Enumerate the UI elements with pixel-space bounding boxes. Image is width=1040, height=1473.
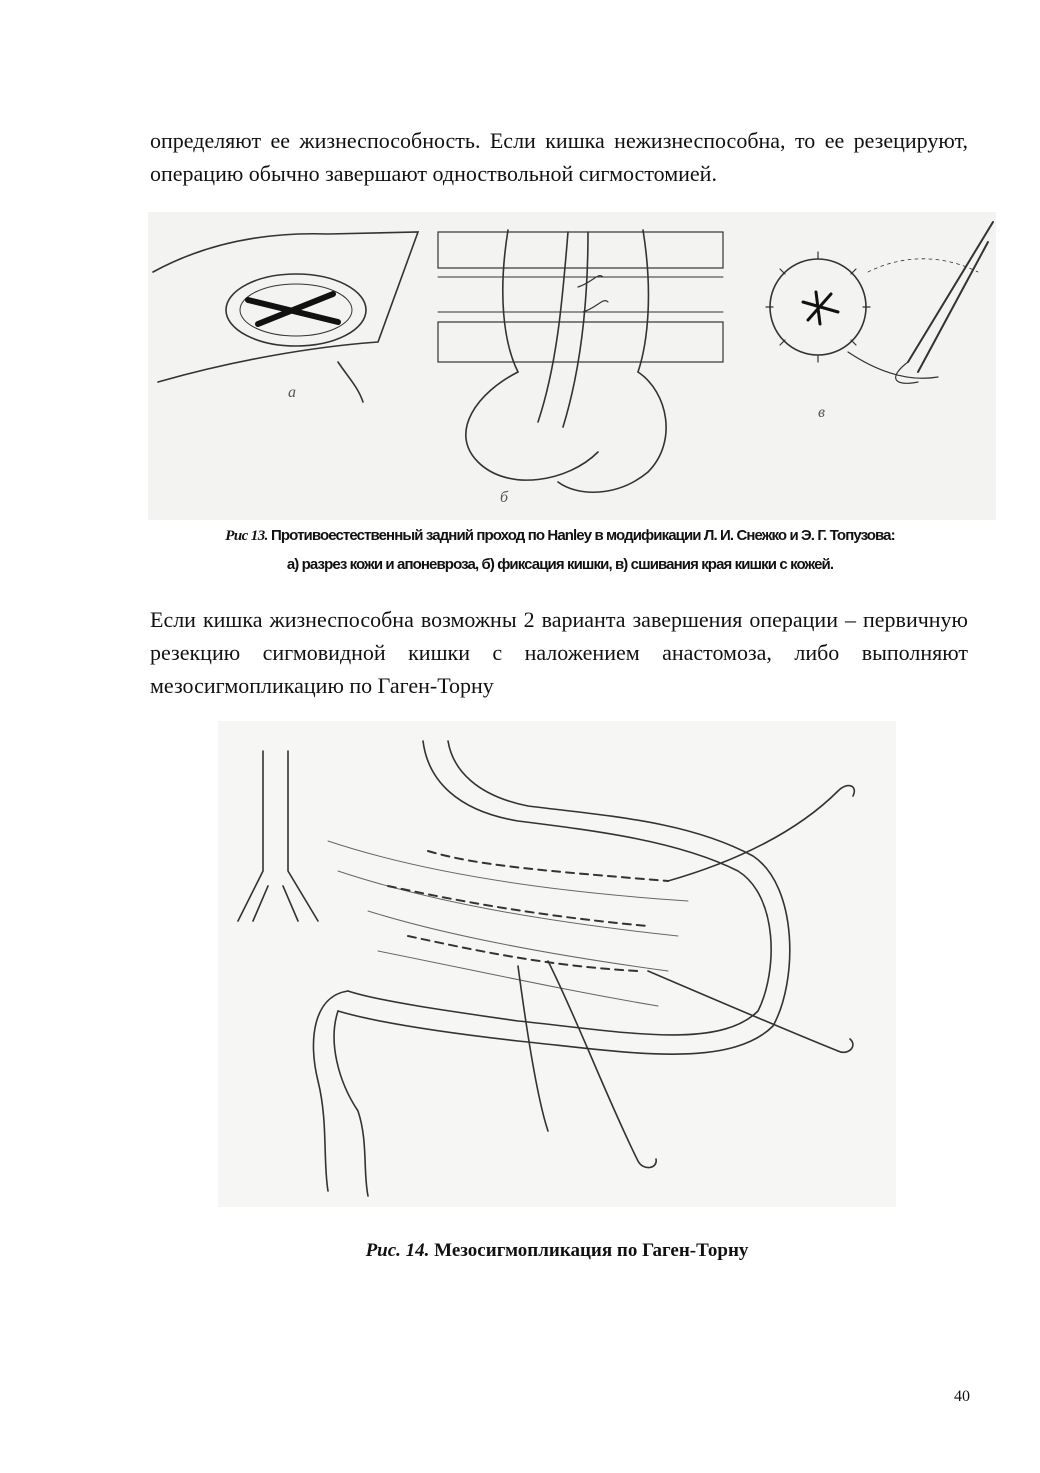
panel-label-a: а — [288, 384, 296, 401]
figure-13-illustration — [148, 212, 996, 520]
figure-13-caption-line-2: а) разрез кожи и апоневроза, б) фиксация кишки, в) сшивания края кишки с кожей. — [286, 556, 834, 573]
figure-14-illustration — [218, 721, 896, 1207]
figure-13-caption-label: Рис 13. — [225, 528, 268, 544]
figure-14-caption-label: Рис. 14. — [365, 1240, 430, 1261]
paragraph-2: Если кишка жизнеспособна возможны 2 варианта завершения операции – первичную резекцию сигмовидной кишки с наложением анастомоза, либо выполняют мезосигмопликацию по Гаген-Торну — [150, 607, 968, 698]
figure-13-drawing — [148, 212, 996, 520]
panel-label-c: в — [818, 404, 825, 421]
figure-14-caption-text: Мезосигмопликация по Гаген-Торну — [434, 1240, 749, 1261]
page-number: 40 — [954, 1388, 970, 1405]
figure-14-caption — [218, 1240, 896, 1262]
figure-13-caption-text: Противоестественный задний проход по Hanley в модификации Л. И. Снежко и Э. Г. Топузова: — [271, 527, 895, 544]
paragraph-1: определяют ее жизнеспособность. Если кишка нежизнеспособна, то ее резецируют, операцию обычно завершают одноствольной сигмостомией. — [150, 128, 968, 186]
panel-label-b: б — [500, 489, 509, 506]
figure-13-caption-line-1 — [120, 527, 1000, 545]
figure-14-drawing — [218, 721, 896, 1207]
